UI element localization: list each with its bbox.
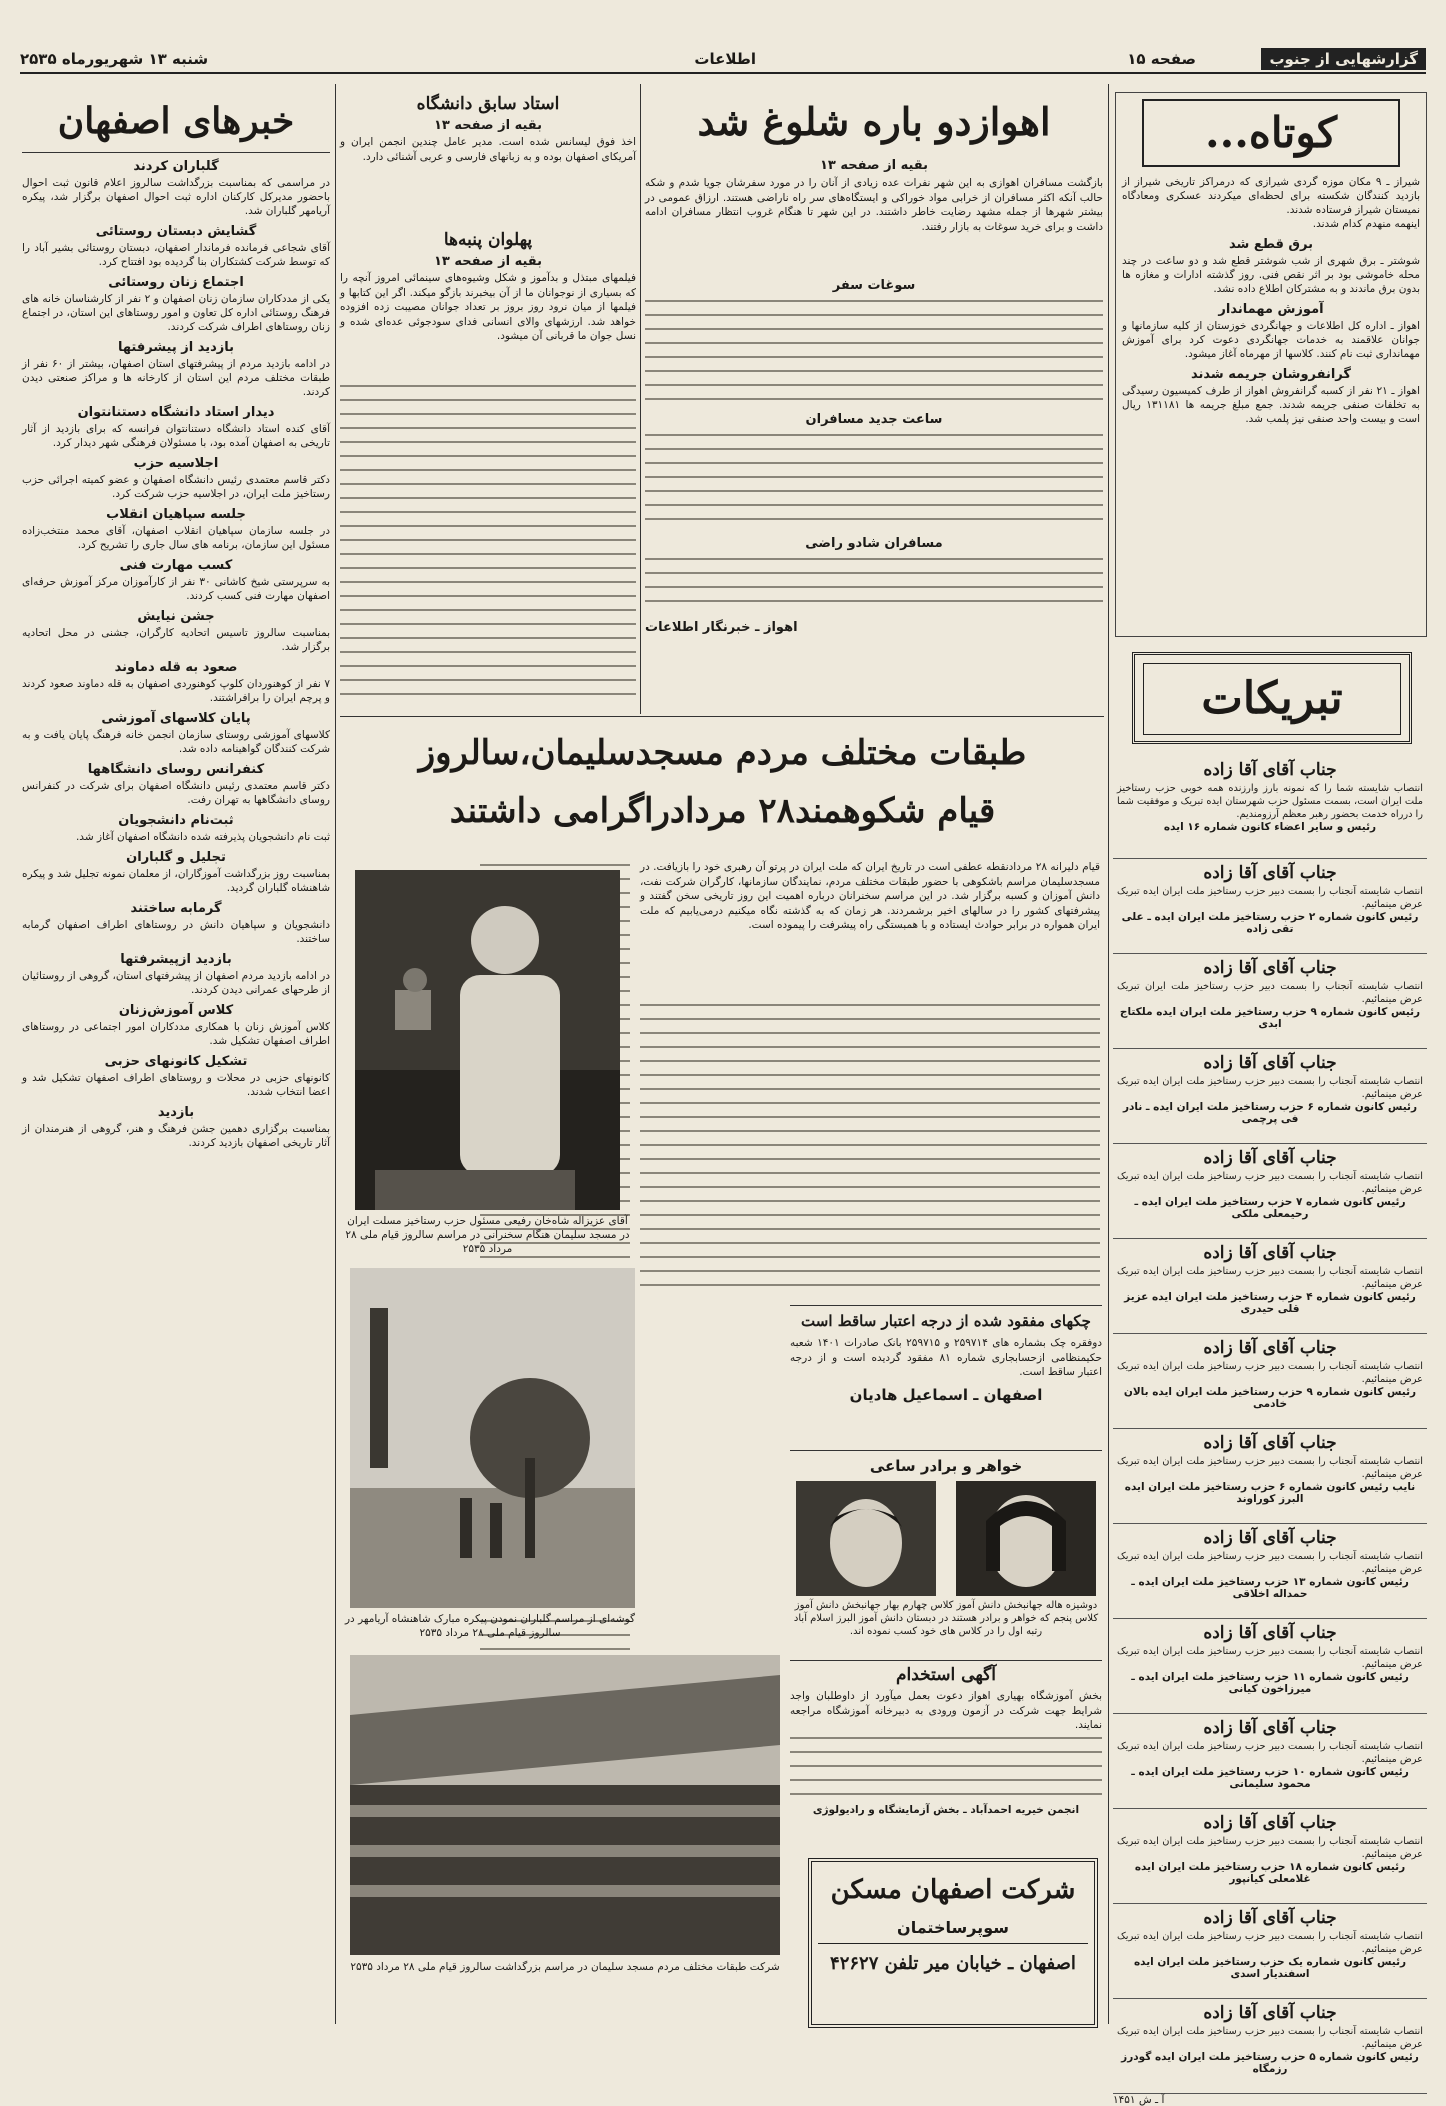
koutah-heading-2: آموزش مهماندار bbox=[1218, 302, 1324, 317]
ad-footer: انجمن خیریه احمدآباد ـ بخش آزمایشگاه و رادیولوژی bbox=[812, 1803, 1080, 1816]
crowd-image bbox=[350, 1655, 780, 1955]
isfahan-body: دکتر قاسم معتمدی رئیس دانشگاه اصفهان و عضو کمیته اجرائی حزب رستاخیز ملت ایران، در اجلاسیه حزب شرکت کرد. bbox=[22, 474, 330, 500]
isfahan-heading: بازدید از پیشرفتها bbox=[117, 340, 235, 355]
isfahan-section bbox=[22, 850, 330, 895]
card-signer: رئیس کانون شماره ۴ حزب رستاخیز ملت ایران ایده عزیز قلی حیدری bbox=[1124, 1291, 1416, 1315]
section-tag: گزارشهایی از جنوب bbox=[1261, 48, 1426, 70]
card-signer: رئیس کانون شماره یک حزب رستاخیز ملت ایران ایده اسفندیار اسدی bbox=[1133, 1956, 1407, 1980]
masjed-headline-2: قیام شکوهمند۲۸ مردادراگرامی داشتند bbox=[449, 791, 996, 831]
girl-photo bbox=[956, 1481, 1096, 1596]
isfahan-body: در جلسه سازمان سپاهیان انقلاب اصفهان، آقای محمد منتخب‌زاده مسئول این سازمان، برنامه های سال جاری را تشریح کرد. bbox=[22, 525, 330, 551]
card-signer: رئیس کانون شماره ۱۱ حزب رستاخیز ملت ایران ایده ـ میرزاخون کیانی bbox=[1131, 1671, 1409, 1695]
card-signer: رئیس کانون شماره ۱۳ حزب رستاخیز ملت ایران ایده ـ حمداله اخلاقی bbox=[1131, 1576, 1409, 1600]
isfahan-section bbox=[22, 1003, 330, 1048]
card-body: انتصاب شایسته شما را که نمونه بارز وارزنده همه خوبی حزب رستاخیز ملت ایران است، بسمت مسئول حزب شهرستان ایده تبریک و موفقیت شما را درراه خدمت بحضور رهبر معظم آرزومندیم. bbox=[1117, 783, 1423, 820]
text-lines bbox=[645, 296, 1103, 406]
tabrik-card bbox=[1113, 1334, 1427, 1429]
ostad-title: استاد سابق دانشگاه bbox=[416, 94, 560, 114]
text-lines bbox=[645, 554, 1103, 614]
isfahan-body: آقای شجاعی فرمانده فرماندار اصفهان، دبستان روستائی بشیر آباد را که توسط شرکت کشتکاران بنا گردیده بود افتتاح کرد. bbox=[22, 242, 330, 268]
isfahan-body: دکتر قاسم معتمدی رئیس دانشگاه اصفهان برای شرکت در کنفرانس روسای دانشگاهها به تهران رفت. bbox=[22, 780, 330, 806]
card-signer: رئیس و سایر اعضاء کانون شماره ۱۶ ایده bbox=[1163, 821, 1377, 833]
floral-photo bbox=[350, 1268, 635, 1608]
isfahan-section bbox=[22, 901, 330, 946]
pahlavan-article bbox=[340, 228, 636, 710]
koutah-title: کوتاه... bbox=[1142, 99, 1400, 167]
card-body: انتصاب شایسته آنجناب را بسمت دبیر حزب رستاخیز ملت ایران ایده تبریک عرض مینمائیم. bbox=[1117, 1266, 1423, 1290]
tabrikat-title: تبریکات bbox=[1143, 663, 1401, 735]
isfahan-heading: تشکیل کانونهای حزبی bbox=[104, 1054, 248, 1069]
isfahan-body: ۷ نفر از کوهنوردان کلوپ کوهنوردی اصفهان به قله دماوند صعود کردند و پرچم ایران را برافراشتند. bbox=[22, 678, 330, 704]
isfahan-heading: تجلیل و گلباران bbox=[126, 850, 226, 865]
cheque-title: چکهای مفقود شده از درجه اعتبار ساقط است bbox=[801, 1312, 1091, 1330]
card-body: انتصاب شایسته آنجناب را بسمت دبیر حزب رستاخیز ملت ایران ایده تبریک عرض مینمائیم. bbox=[1117, 1076, 1423, 1100]
page-header bbox=[20, 44, 1426, 74]
card-title: جناب آقای آقا زاده bbox=[1203, 1528, 1337, 1548]
isfahan-section bbox=[22, 813, 330, 844]
tabrik-card bbox=[1113, 1524, 1427, 1619]
tabrik-card bbox=[1113, 1619, 1427, 1714]
newspaper-name: اطلاعات bbox=[694, 50, 756, 68]
text-lines bbox=[790, 1733, 1102, 1803]
isfahan-section bbox=[22, 507, 330, 552]
card-title: جناب آقای آقا زاده bbox=[1203, 1623, 1337, 1643]
isfahan-heading: کسب مهارت فنی bbox=[119, 558, 233, 573]
isfahan-section bbox=[22, 159, 330, 218]
isfahan-body: به سرپرستی شیخ کاشانی ۳۰ نفر از کارآموزان مرکز آموزش حرفه‌ای اصفهان مهارت فنی کسب کردند. bbox=[22, 576, 331, 602]
pahlavan-continued: بقیه از صفحه ۱۳ bbox=[434, 254, 542, 269]
speaker-image bbox=[355, 870, 620, 1210]
siblings-title: خواهر و برادر ساعی bbox=[869, 1457, 1023, 1475]
pahlavan-title: پهلوان پنبه‌ها bbox=[443, 230, 533, 250]
ad-title: آگهی استخدام bbox=[896, 1665, 996, 1685]
crowd-caption: شرکت طبقات مختلف مردم مسجد سلیمان در مراسم بزرگداشت سالروز قیام ملی ۲۸ مرداد ۲۵۳۵ bbox=[350, 1961, 780, 1973]
koutah-body-1: شوشتر ـ برق شهری از شب شوشتر قطع شد و دو ساعت در چند محله خاموشی بود بر اثر نقص فنی. روز گذشته ادارات و مغازه ها بدون برق ماندند و به مشترکان اطلاع داده نشد. bbox=[1122, 255, 1420, 295]
ahvaz-title: اهوازدو باره شلوغ شد bbox=[697, 99, 1051, 144]
isfahan-heading: کلاس آموزش‌زنان bbox=[118, 1003, 234, 1018]
card-title: جناب آقای آقا زاده bbox=[1203, 760, 1337, 780]
isfahan-body: ثبت نام دانشجویان پذیرفته شده دانشگاه اصفهان آغاز شد. bbox=[75, 831, 330, 843]
text-lines bbox=[640, 1000, 1100, 1290]
isfahan-body: دانشجویان و سپاهیان دانش در روستاهای اطراف اصفهان گرمابه ساختند. bbox=[22, 919, 330, 945]
isfahan-heading: گشایش دبستان روستائی bbox=[95, 224, 257, 239]
card-body: انتصاب شایسته آنجناب را بسمت دبیر حزب رستاخیز ملت ایران تبریک عرض مینمائیم. bbox=[1117, 981, 1423, 1005]
ahvaz-sub-2: ساعت جدید مسافران bbox=[805, 412, 943, 427]
card-title: جناب آقای آقا زاده bbox=[1203, 1243, 1337, 1263]
ahvaz-credit: اهواز ـ خبرنگار اطلاعات bbox=[645, 620, 798, 635]
ceremony-image bbox=[350, 1268, 635, 1608]
masjed-headline-1: طبقات مختلف مردم مسجدسلیمان،سالروز bbox=[418, 733, 1027, 773]
card-title: جناب آقای آقا زاده bbox=[1203, 863, 1337, 883]
isfahan-heading: جلسه سپاهیان انقلاب bbox=[106, 507, 246, 522]
isfahan-body: یکی از مددکاران سازمان زنان اصفهان و ۲ نفر از کارشناسان خانه های فرهنگ روستائی اداره کل تعاون و امور روستاهای این استان، در اجتماع زنان روستاهای اطراف شرکت کردند. bbox=[22, 293, 330, 333]
isfahan-section bbox=[22, 762, 330, 807]
ahvaz-body: بازگشت مسافران اهوازی به این شهر نفرات عده زیادی از آنان را در مورد سفرشان جویا شدم و شکه حالب آنکه اکثر مسافران از خرابی مواد خوراکی و ایستگاه‌های سر راه ناراضی هستند. ارزاق عمومی در بیشتر شهرها از جمله مشهد رضایت خاطر داشتند. در این شهر تا هنگام غروب انتظار مسافران ادامه داشت و برای خرید سوغات به بازار رفتند. bbox=[645, 177, 1103, 233]
card-body: انتصاب شایسته آنجناب را بسمت دبیر حزب رستاخیز ملت ایران ایده تبریک عرض مینمائیم. bbox=[1117, 1456, 1423, 1480]
girl-portrait bbox=[956, 1481, 1096, 1596]
isfahan-heading: گلباران کردند bbox=[133, 159, 219, 174]
isfahan-heading: بازدید ازپیشرفتها bbox=[120, 952, 232, 967]
card-body: انتصاب شایسته آنجناب را بسمت دبیر حزب رستاخیز ملت ایران ایده تبریک عرض مینمائیم. bbox=[1117, 886, 1423, 910]
isfahan-heading: اجلاسیه حزب bbox=[133, 456, 219, 471]
card-body: انتصاب شایسته آنجناب را بسمت دبیر حزب رستاخیز ملت ایران ایده تبریک عرض مینمائیم. bbox=[1117, 1836, 1423, 1860]
tabrik-card bbox=[1113, 1144, 1427, 1239]
ostad-body: اخذ فوق لیسانس شده است. مدیر عامل چندین انجمن ایران و آمریکای اصفهان بوده و به زبانهای فارسی و عربی آشنائی دارد. bbox=[340, 136, 636, 163]
isfahan-heading: گرمابه ساختند bbox=[130, 901, 222, 916]
card-body: انتصاب شایسته آنجناب را بسمت دبیر حزب رستاخیز ملت ایران ایده تبریک عرض مینمائیم. bbox=[1117, 1361, 1423, 1385]
card-body: انتصاب شایسته آنجناب را بسمت دبیر حزب رستاخیز ملت ایران ایده تبریک عرض مینمائیم. bbox=[1117, 1646, 1423, 1670]
isfahan-news bbox=[22, 90, 330, 2030]
issue-date: شنبه ۱۳ شهریورماه ۲۵۳۵ bbox=[20, 50, 209, 68]
koutah-body-3: اهواز ـ ۲۱ نفر از کسبه گرانفروش اهواز از طرف کمیسیون رسیدگی به تخلفات صنفی جریمه شدند. جمع مبلغ جریمه ها ۱۳۱۱۸۱ ریال است و بیست واحد صنفی نیز پلمب شد. bbox=[1122, 385, 1420, 425]
card-signer: رئیس کانون شماره ۲ حزب رستاخیز ملت ایران ایده ـ علی تقی زاده bbox=[1121, 911, 1419, 935]
crowd-photo bbox=[350, 1655, 780, 1955]
card-title: جناب آقای آقا زاده bbox=[1203, 1148, 1337, 1168]
koutah-heading-1: برق قطع شد bbox=[1229, 237, 1313, 252]
ad-body: بخش آموزشگاه بهیاری اهواز دعوت بعمل میآورد از داوطلبان واجد شرایط جهت شرکت در آزمون ورودی به دبیرخانه آموزشگاه مراجعه نمایند. bbox=[790, 1690, 1102, 1731]
tabrik-card bbox=[1113, 756, 1427, 859]
tabrik-card bbox=[1113, 859, 1427, 954]
koutah-heading-3: گرانفروشان جریمه شدند bbox=[1191, 367, 1351, 382]
masjed-body-text: قیام دلیرانه ۲۸ مردادنقطه عطفی است در تاریخ ایران که ملت ایران در پرتو آن رهبری خود را بازیافت. در مسجدسلیمان مراسم باشکوهی با حضور طبقات مختلف مردم، نمایندگان سازمانها، کارگران شرکت نفت، دانش آموزان و کسبه برگزار شد. در این مراسم سخنرانان درباره اهمیت این روز تاریخی سخن گفتند و پیشرفتهای کشور را در سالهای اخیر برشمردند. هر زمان که به گذشته نگاه میکنیم درمی‌یابیم که ملت ایران همواره در برابر حوادث ایستاده و با همبستگی راه پیشرفت را پیموده است. bbox=[640, 861, 1100, 931]
card-title: جناب آقای آقا زاده bbox=[1203, 1718, 1337, 1738]
company-sub: سوپرساختمان bbox=[897, 1918, 1009, 1937]
tabrik-card bbox=[1113, 954, 1427, 1049]
isfahan-heading: کنفرانس روسای دانشگاهها bbox=[87, 762, 265, 777]
isfahan-body: در ادامه بازدید مردم از پیشرفتهای استان اصفهان، بیشتر از ۶۰ نفر از طبقات مختلف مردم این استان از کارخانه ها و مراکز صنعتی دیدن کردند. bbox=[22, 358, 330, 398]
card-title: جناب آقای آقا زاده bbox=[1203, 1433, 1337, 1453]
speech-caption: آقای عزیزاله شاه‌خان رفیعی مسئول حزب رستاخیز مسلت ایران در مسجد سلیمان هنگام سخنرانی در مراسم سالروز قیام ملی ۲۸ مرداد ۲۵۳۵ bbox=[345, 1215, 630, 1255]
company-ad bbox=[808, 1858, 1098, 2028]
tabrik-card bbox=[1113, 1714, 1427, 1809]
card-body: انتصاب شایسته آنجناب را بسمت دبیر حزب رستاخیز ملت ایران ایده تبریک عرض مینمائیم. bbox=[1117, 1551, 1423, 1575]
ostad-article bbox=[340, 92, 636, 224]
isfahan-section bbox=[22, 952, 330, 997]
isfahan-heading: اجتماع زنان روستائی bbox=[108, 275, 244, 290]
isfahan-section bbox=[22, 660, 330, 705]
card-title: جناب آقای آقا زاده bbox=[1203, 958, 1337, 978]
isfahan-heading: ثبت‌نام دانشجویان bbox=[118, 813, 234, 828]
footer-code: آ ـ ش ۱۴۵۱ bbox=[1113, 2094, 1165, 2106]
card-title: جناب آقای آقا زاده bbox=[1203, 1338, 1337, 1358]
tabrik-card bbox=[1113, 1049, 1427, 1144]
tabrikat-cards bbox=[1113, 756, 1427, 2106]
isfahan-body: در ادامه بازدید مردم اصفهان از پیشرفتهای استان، گروهی از روستائیان از طرحهای عمرانی دیدن کردند. bbox=[22, 970, 330, 996]
boy-photo bbox=[796, 1481, 936, 1596]
card-signer: رئیس کانون شماره ۷ حزب رستاخیز ملت ایران ایده ـ رحیمعلی ملکی bbox=[1134, 1196, 1406, 1220]
ahvaz-article bbox=[645, 92, 1103, 712]
card-body: انتصاب شایسته آنجناب را بسمت دبیر حزب رستاخیز ملت ایران ایده تبریک عرض مینمائیم. bbox=[1117, 2026, 1423, 2050]
company-name: شرکت اصفهان مسکن bbox=[830, 1875, 1076, 1905]
tabrik-card bbox=[1113, 1904, 1427, 1999]
card-title: جناب آقای آقا زاده bbox=[1203, 1813, 1337, 1833]
siblings-caption: دوشیزه هاله جهانبخش دانش آموز کلاس چهارم بهار جهانبخش دانش آموز کلاس پنجم که خواهر و برادر هستند در دبستان دانش آموز البرز اسلام آباد رتبه اول را در کلاس های خود کسب نموده اند. bbox=[793, 1600, 1099, 1637]
isfahan-section bbox=[22, 609, 330, 654]
isfahan-section bbox=[22, 711, 330, 756]
job-ad bbox=[790, 1660, 1102, 1855]
isfahan-body: بمناسبت روز بزرگداشت آموزگاران، از معلمان نمونه تجلیل شد و پیکره شاهنشاه گلباران گردید. bbox=[22, 868, 330, 894]
card-signer: رئیس کانون شماره ۶ حزب رستاخیز ملت ایران ایده ـ نادر فی پرچمی bbox=[1122, 1101, 1418, 1125]
cheque-body: دوفقره چک بشماره های ۲۵۹۷۱۴ و ۲۵۹۷۱۵ بانک صادرات ۱۴۰۱ شعبه حکیمنظامی ازحسابجاری شماره ۸۱ مفقود گردیده است و از درجه اعتبار ساقط است. bbox=[790, 1337, 1103, 1378]
isfahan-body: کانونهای حزبی در محلات و روستاهای اطراف اصفهان تشکیل شد و اعضا انتخاب شدند. bbox=[22, 1072, 330, 1098]
text-lines bbox=[340, 381, 636, 701]
card-signer: رئیس کانون شماره ۵ حزب رستاخیز ملت ایران ایده گودرز رزمگاه bbox=[1121, 2051, 1419, 2075]
isfahan-section bbox=[22, 340, 330, 399]
masjed-body bbox=[640, 860, 1100, 1300]
tabrik-card bbox=[1113, 1809, 1427, 1904]
isfahan-heading: پایان کلاسهای آموزشی bbox=[101, 711, 251, 726]
isfahan-section bbox=[22, 275, 330, 334]
isfahan-body: کلاس آموزش زنان با همکاری مددکاران امور اجتماعی در روستاهای اطراف اصفهان تشکیل شد. bbox=[22, 1021, 330, 1047]
card-title: جناب آقای آقا زاده bbox=[1203, 2003, 1337, 2023]
isfahan-body: بمناسبت سالروز تاسیس اتحادیه کارگران، جشنی در محل اتحادیه برگزار شد. bbox=[22, 627, 330, 653]
isfahan-heading: جشن نیایش bbox=[137, 609, 215, 624]
isfahan-body: کلاسهای آموزشی روستای سازمان انجمن خانه فرهنگ پایان یافت و به شرکت کنندگان گواهینامه داده شد. bbox=[22, 729, 330, 755]
koutah-body-2: اهواز ـ اداره کل اطلاعات و جهانگردی خوزستان از کلیه سازمانها و جوانان علاقمند به خدمات جهانگردی دعوت کرد برای آموزش مهمانداری ثبت نام کنند. کلاسها از مهرماه آغاز میشود. bbox=[1122, 320, 1420, 360]
card-body: انتصاب شایسته آنجناب را بسمت دبیر حزب رستاخیز ملت ایران ایده تبریک عرض مینمائیم. bbox=[1117, 1931, 1423, 1955]
koutah-intro: شیراز ـ ۹ مکان موزه گردی شیرازی که درمراکز تاریخی شیراز از بازدید کنندگان شکسته برای لحظه‌ای میکردند عسکری ومعادگاه نمیستان شیراز فرستاده شدند. bbox=[1122, 176, 1420, 216]
boy-portrait bbox=[796, 1481, 936, 1596]
isfahan-section bbox=[22, 224, 330, 269]
isfahan-body: آقای کنده استاد دانشگاه دستنانتوان فرانسه که برای بازدید از آثار تاریخی به اصفهان آمده بود، با مسئولان فرهنگی شهر دیدار کرد. bbox=[22, 423, 330, 449]
floral-caption: گوشه‌ای از مراسم گلباران نمودن پیکره مبارک شاهنشاه آریامهر در سالروز قیام ملی ۲۸ مرداد ۲۵۳۵ bbox=[344, 1613, 635, 1639]
isfahan-heading: بازدید bbox=[157, 1105, 195, 1120]
tabrikat-title-box bbox=[1132, 652, 1412, 744]
company-address: اصفهان ـ خیابان میر تلفن ۴۲۶۲۷ bbox=[818, 1943, 1088, 1984]
pahlavan-body: فیلمهای مبتذل و بدآموز و شکل وشیوه‌های سینمائی امروز آنچه را که بسیاری از نوجوانان ما از آن بیخبرند بازگو میکند. اگر این کتابها و فیلمها از میان نرود روز بروز بر تعداد جوانان مصیبت زده افزوده خواهد شد. ارزشهای والای انسانی فدای سودجوئی عده‌ای شده و نسل جوان ما قربانی آن میشود. bbox=[340, 272, 636, 342]
siblings-block bbox=[790, 1450, 1102, 1655]
koutah-intro-2: اینهمه منهدم کدام شدند. bbox=[1312, 218, 1420, 230]
ostad-continued: بقیه از صفحه ۱۳ bbox=[434, 118, 542, 133]
isfahan-heading: صعود به قله دماوند bbox=[114, 660, 238, 675]
ahvaz-sub-3: مسافران شادو راضی bbox=[805, 536, 943, 551]
card-signer: رئیس کانون شماره ۹ حزب رستاخیز ملت ایران ایده ملکتاج ابدی bbox=[1119, 1006, 1421, 1030]
tabrik-card bbox=[1113, 1999, 1427, 2094]
card-signer: رئیس کانون شماره ۱۸ حزب رستاخیز ملت ایران ایده غلامعلی کیانپور bbox=[1134, 1861, 1406, 1885]
card-title: جناب آقای آقا زاده bbox=[1203, 1908, 1337, 1928]
isfahan-section bbox=[22, 558, 330, 603]
isfahan-section bbox=[22, 456, 330, 501]
speech-photo bbox=[355, 870, 620, 1210]
masjed-headline bbox=[345, 724, 1100, 854]
isfahan-heading: دیدار استاد دانشگاه دستنانتوان bbox=[77, 405, 275, 420]
tabrik-card bbox=[1113, 1239, 1427, 1334]
card-title: جناب آقای آقا زاده bbox=[1203, 1053, 1337, 1073]
isfahan-body: در مراسمی که بمناسبت بزرگداشت سالروز اعلام قانون ثبت احوال باحضور مدیرکل کارکنان اداره ثبت احوال اصفهان برگزار شد، پیکره آریامهر گلباران شد. bbox=[22, 177, 330, 217]
card-signer: رئیس کانون شماره ۹ حزب رستاخیز ملت ایران ایده بالان خادمی bbox=[1123, 1386, 1417, 1410]
card-body: انتصاب شایسته آنجناب را بسمت دبیر حزب رستاخیز ملت ایران ایده تبریک عرض مینمائیم. bbox=[1117, 1171, 1423, 1195]
cheque-notice bbox=[790, 1305, 1102, 1445]
page-label: صفحه ۱۵ bbox=[1127, 50, 1196, 68]
card-signer: رئیس کانون شماره ۱۰ حزب رستاخیز ملت ایران ایده ـ محمود سلیمانی bbox=[1131, 1766, 1409, 1790]
ahvaz-sub-1: سوغات سفر bbox=[832, 278, 916, 293]
card-signer: نایب رئیس کانون شماره ۶ حزب رستاخیز ملت ایران ایده البرز کوراوند bbox=[1124, 1481, 1416, 1505]
ahvaz-continued: بقیه از صفحه ۱۳ bbox=[820, 158, 928, 173]
tabrik-card bbox=[1113, 1429, 1427, 1524]
isfahan-section bbox=[22, 405, 330, 450]
isfahan-title: خبرهای اصفهان bbox=[22, 90, 330, 153]
isfahan-section bbox=[22, 1054, 330, 1099]
isfahan-body: بمناسبت برگزاری دهمین جشن فرهنگ و هنر، گروهی از هنرمندان از آثار تاریخی اصفهان بازدید کردند. bbox=[22, 1123, 330, 1149]
koutah-section bbox=[1115, 92, 1427, 637]
isfahan-section bbox=[22, 1105, 330, 1150]
card-body: انتصاب شایسته آنجناب را بسمت دبیر حزب رستاخیز ملت ایران ایده تبریک عرض مینمائیم. bbox=[1117, 1741, 1423, 1765]
text-lines bbox=[645, 430, 1103, 530]
cheque-signer: اصفهان ـ اسماعیل هادیان bbox=[849, 1385, 1043, 1404]
